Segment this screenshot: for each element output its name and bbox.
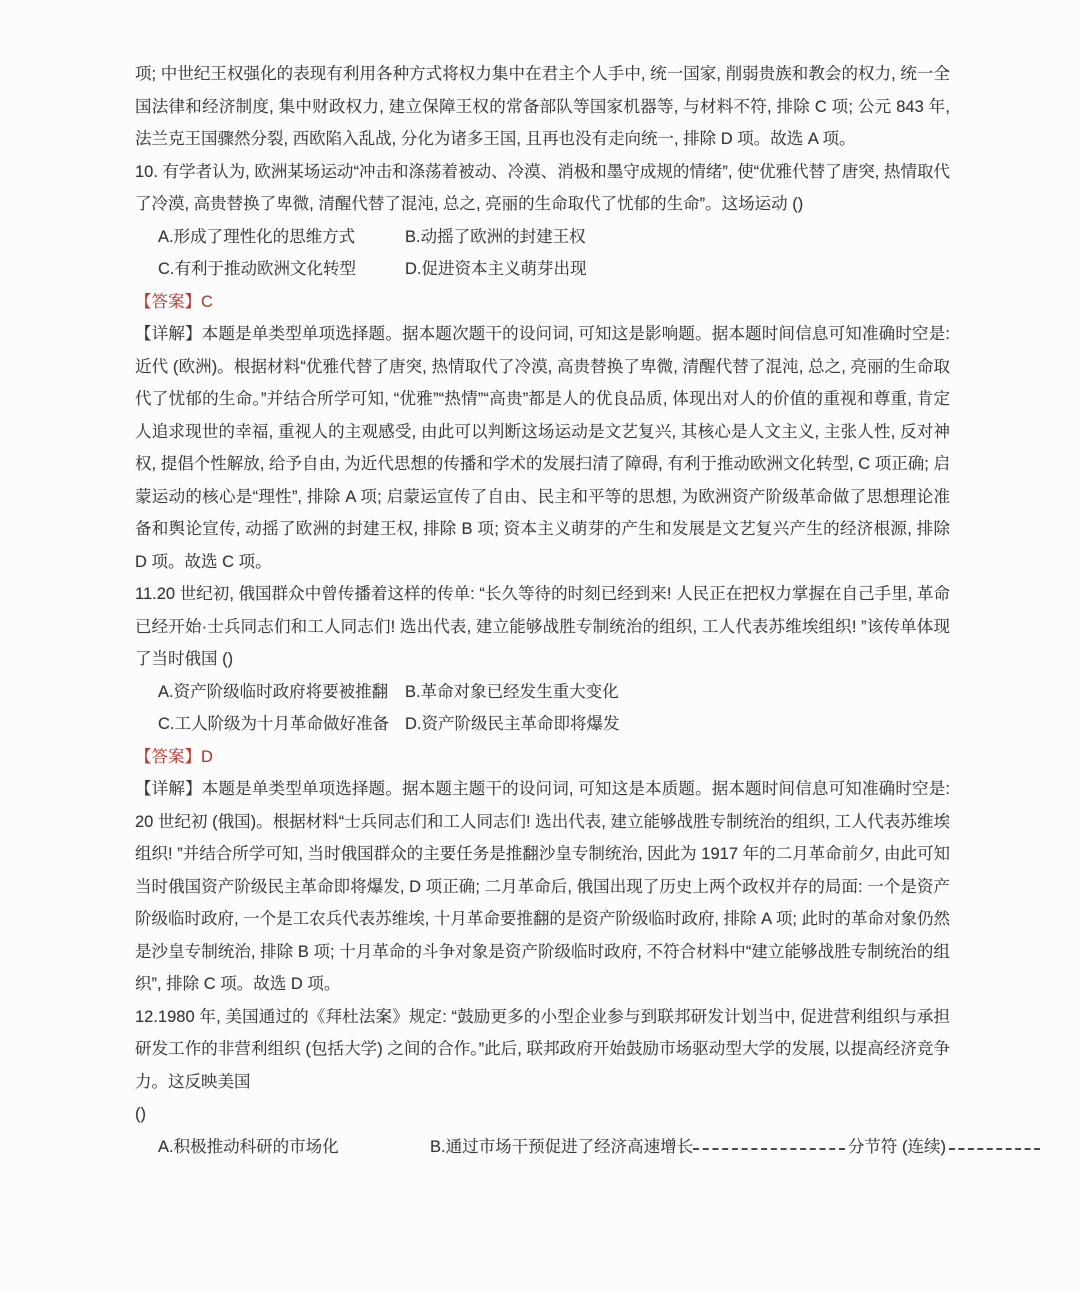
question-11-options-left: C.工人阶级为十月革命做好准备: [158, 715, 389, 733]
question-11-options-right: D.资产阶级民主革命即将爆发: [405, 715, 620, 733]
question-10-options-row-1: [135, 221, 950, 254]
question-11-answer-value: D: [201, 747, 213, 766]
question-10-options-right: B.动摇了欧洲的封建王权: [405, 227, 586, 246]
question-11-stem: 11.20 世纪初, 俄国群众中曾传播着这样的传单: “长久等待的时刻已经到来! 人民正在把权力掌握在自己手里, 革命已经开始·士兵同志们和工人同志们! 选出代表, 建立能够战胜专制统治的组织, 工人代表苏维埃组织! ”该传单体现了当时俄国 (): [135, 585, 950, 668]
question-11-answer-label: 【答案】: [135, 747, 201, 766]
question-10-answer-label: 【答案】: [135, 292, 201, 311]
question-11-analysis: 【详解】本题是单类型单项选择题。据本题主题干的设问词, 可知这是本质题。据本题时间信息可知准确时空是: 20 世纪初 (俄国)。根据材料“士兵同志们和工人同志们! 选出代表, 建立能够战胜专制统治的组织, 工人代表苏维埃组织! ”并结合所学可知, 当时俄国群众的主要任务是推翻沙皇专制统治, 因此为 1917 年的二月革命前夕, 由此可知当时俄国资产阶级民主革命即将爆发, D 项正确; 二月革命后, 俄国出现了历史上两个政权并存的局面: 一个是资产阶级临时政府, 一个是工农兵代表苏维埃, 十月革命要推翻的是资产阶级临时政府, 排除 A 项; 此时的革命对象仍然是沙皇专制统治, 排除 B 项; 十月革命的斗争对象是资产阶级临时政府, 不符合材料中“建立能够战胜专制统治的组织”, 排除 C 项。故选 D 项。: [135, 780, 950, 993]
question-12-stem: 12.1980 年, 美国通过的《拜杜法案》规定: “鼓励更多的小型企业参与到联邦研发计划当中, 促进营利组织与承担研发工作的非营利组织 (包括大学) 之间的合作。”此后, 联邦政府开始鼓励市场驱动型大学的发展, 以提高经济竞争力。这反映美国: [135, 1007, 950, 1091]
question-10-answer-value: C: [201, 292, 213, 311]
question-10-options-left: C.有利于推动欧洲文化转型: [158, 260, 356, 278]
question-11-options-row-2: [135, 708, 950, 741]
section-break-label: 分节符 (连续): [847, 1137, 946, 1156]
document-content: [135, 58, 950, 1163]
question-10-options-row-2: [135, 253, 950, 286]
q09-analysis-continued: 项; 中世纪王权强化的表现有利用各种方式将权力集中在君主个人手中, 统一国家, 削弱贵族和教会的权力, 统一全国法律和经济制度, 集中财政权力, 建立保障王权的常备部队等国家机器等, 与材料不符, 排除 C 项; 公元 843 年, 法兰克王国骤然分裂, 西欧陷入乱战, 分化为诸多王国, 且再也没有走向统一, 排除 D 项。故选 A 项。: [135, 65, 950, 148]
question-12-options-partial-left: A.积极推动科研的市场化: [158, 1137, 339, 1156]
question-10-answer: [135, 286, 950, 319]
question-12-options-partial-right: B.通过市场干预促进了经济高速增长: [430, 1137, 694, 1156]
question-10-options-right: D.促进资本主义萌芽出现: [405, 260, 587, 278]
question-11-options-row-1: [135, 676, 950, 709]
question-10-analysis: 【详解】本题是单类型单项选择题。据本题次题干的设问词, 可知这是影响题。据本题时间信息可知准确时空是: 近代 (欧洲)。根据材料“优雅代替了唐突, 热情取代了冷漠, 高贵替换了卑微, 清醒代替了混沌, 总之, 亮丽的生命取代了忧郁的生命。”并结合所学可知, “优雅”“热情”“高贵”都是人的优良品质, 体现出对人的价值的重视和尊重, 肯定人追求现世的幸福, 重视人的主观感受, 由此可以判断这场运动是文艺复兴, 其核心是人文主义, 主张人性, 反对神权, 提倡个性解放, 给予自由, 为近代思想的传播和学术的发展扫清了障碍, 有利于推动欧洲文化转型, C 项正确; 启蒙运动的核心是“理性”, 排除 A 项; 启蒙运宣传了自由、民主和平等的思想, 为欧洲资产阶级革命做了思想理论准备和舆论宣传, 动摇了欧洲的封建王权, 排除 B 项; 资本主义萌芽的产生和发展是文艺复兴产生的经济根源, 排除 D 项。故选 C 项。: [135, 325, 950, 571]
question-11-options-left: A.资产阶级临时政府将要被推翻: [158, 682, 389, 701]
question-11-options-right: B.革命对象已经发生重大变化: [405, 682, 619, 701]
section-break-dash-right: [949, 1148, 1040, 1150]
question-10-options-left: A.形成了理性化的思维方式: [158, 227, 356, 246]
question-12-options-partial: [135, 1131, 1040, 1164]
question-10-stem: 10. 有学者认为, 欧洲某场运动“冲击和涤荡着被动、冷漠、消极和墨守成规的情绪”, 使“优雅代替了唐突, 热情取代了冷漠, 高贵替换了卑微, 清醒代替了混沌, 总之, 亮丽的生命取代了忧郁的生命”。这场运动 (): [135, 162, 950, 213]
question-12-stem-parentheses: (): [135, 1105, 146, 1123]
question-11-answer: [135, 741, 950, 774]
section-break-dash-left: [693, 1148, 845, 1150]
